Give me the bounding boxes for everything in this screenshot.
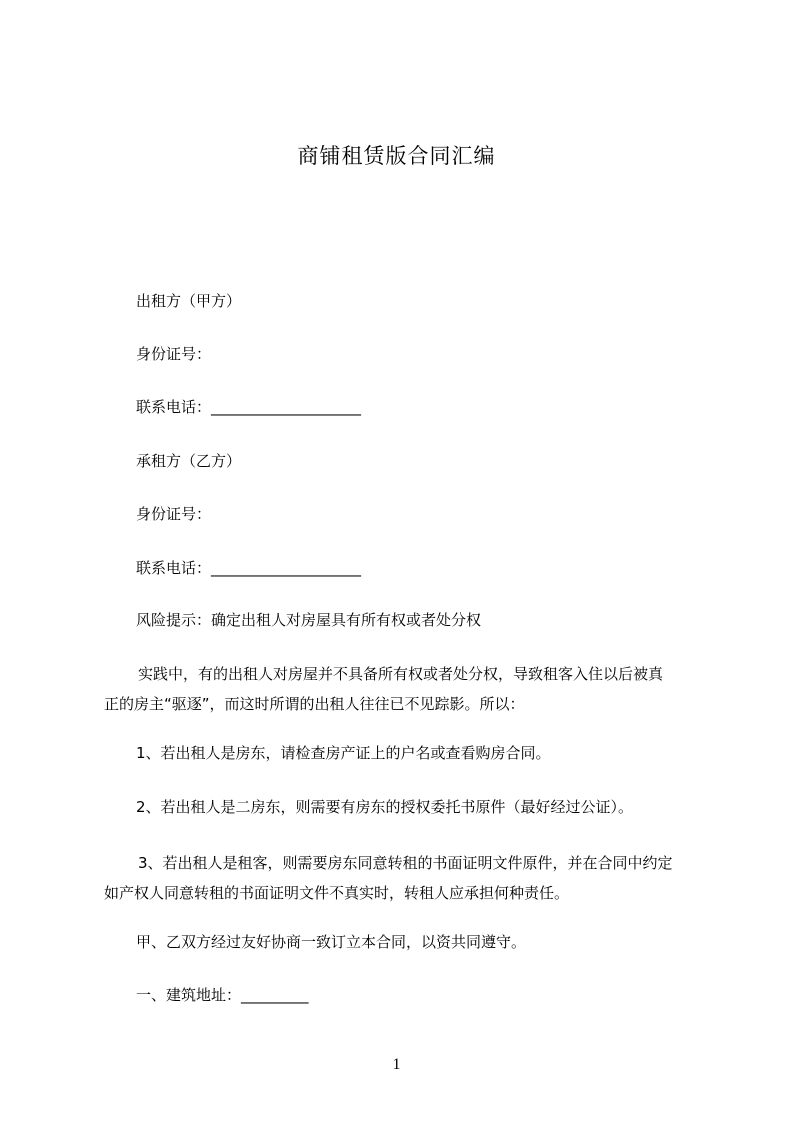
- risk-intro-line-1: 实践中，有的出租人对房屋并不具备所有权或者处分权，导致租客入住以后被真: [138, 665, 664, 683]
- lessee-id-label: 身份证号：: [136, 505, 212, 523]
- section-1-label: 一、建筑地址：: [136, 986, 242, 1004]
- risk-heading: 风险提示：确定出租人对房屋具有所有权或者处分权: [136, 611, 482, 629]
- lessee-phone-blank: ____________________: [211, 559, 362, 577]
- risk-item-2: 2、若出租人是二房东，则需要有房东的授权委托书原件（最好经过公证）。: [136, 798, 634, 816]
- lessor-phone-field: [136, 396, 361, 418]
- agreement-statement: 甲、乙双方经过友好协商一致订立本合同，以资共同遵守。: [136, 933, 527, 951]
- risk-intro-line-2: 正的房主“驱逐”，而这时所谓的出租人往往已不见踪影。所以：: [104, 695, 525, 713]
- lessee-phone-label: 联系电话：: [136, 559, 212, 577]
- lessor-id-label: 身份证号：: [136, 345, 212, 363]
- lessee-phone-field: [136, 557, 361, 579]
- risk-item-3-line-1: 3、若出租人是租客，则需要房东同意转租的书面证明文件原件，并在合同中约定: [138, 854, 673, 872]
- page-number: 1: [392, 1056, 401, 1073]
- document-title: 商铺租赁版合同汇编: [297, 144, 496, 168]
- risk-item-1: 1、若出租人是房东，请检查房产证上的户名或查看购房合同。: [136, 744, 551, 762]
- risk-intro-paragraph: [104, 659, 724, 719]
- lessor-phone-blank: ____________________: [211, 398, 362, 416]
- section-1-blank: _________: [241, 986, 309, 1004]
- lessee-heading: 承租方（乙方）: [136, 452, 242, 470]
- section-1-building-address: [136, 984, 309, 1006]
- risk-item-3-paragraph: [104, 848, 724, 908]
- lessor-phone-label: 联系电话：: [136, 398, 212, 416]
- risk-item-3-line-2: 如产权人同意转租的书面证明文件不真实时，转租人应承担何种责任。: [104, 884, 570, 902]
- lessor-heading: 出租方（甲方）: [136, 292, 242, 310]
